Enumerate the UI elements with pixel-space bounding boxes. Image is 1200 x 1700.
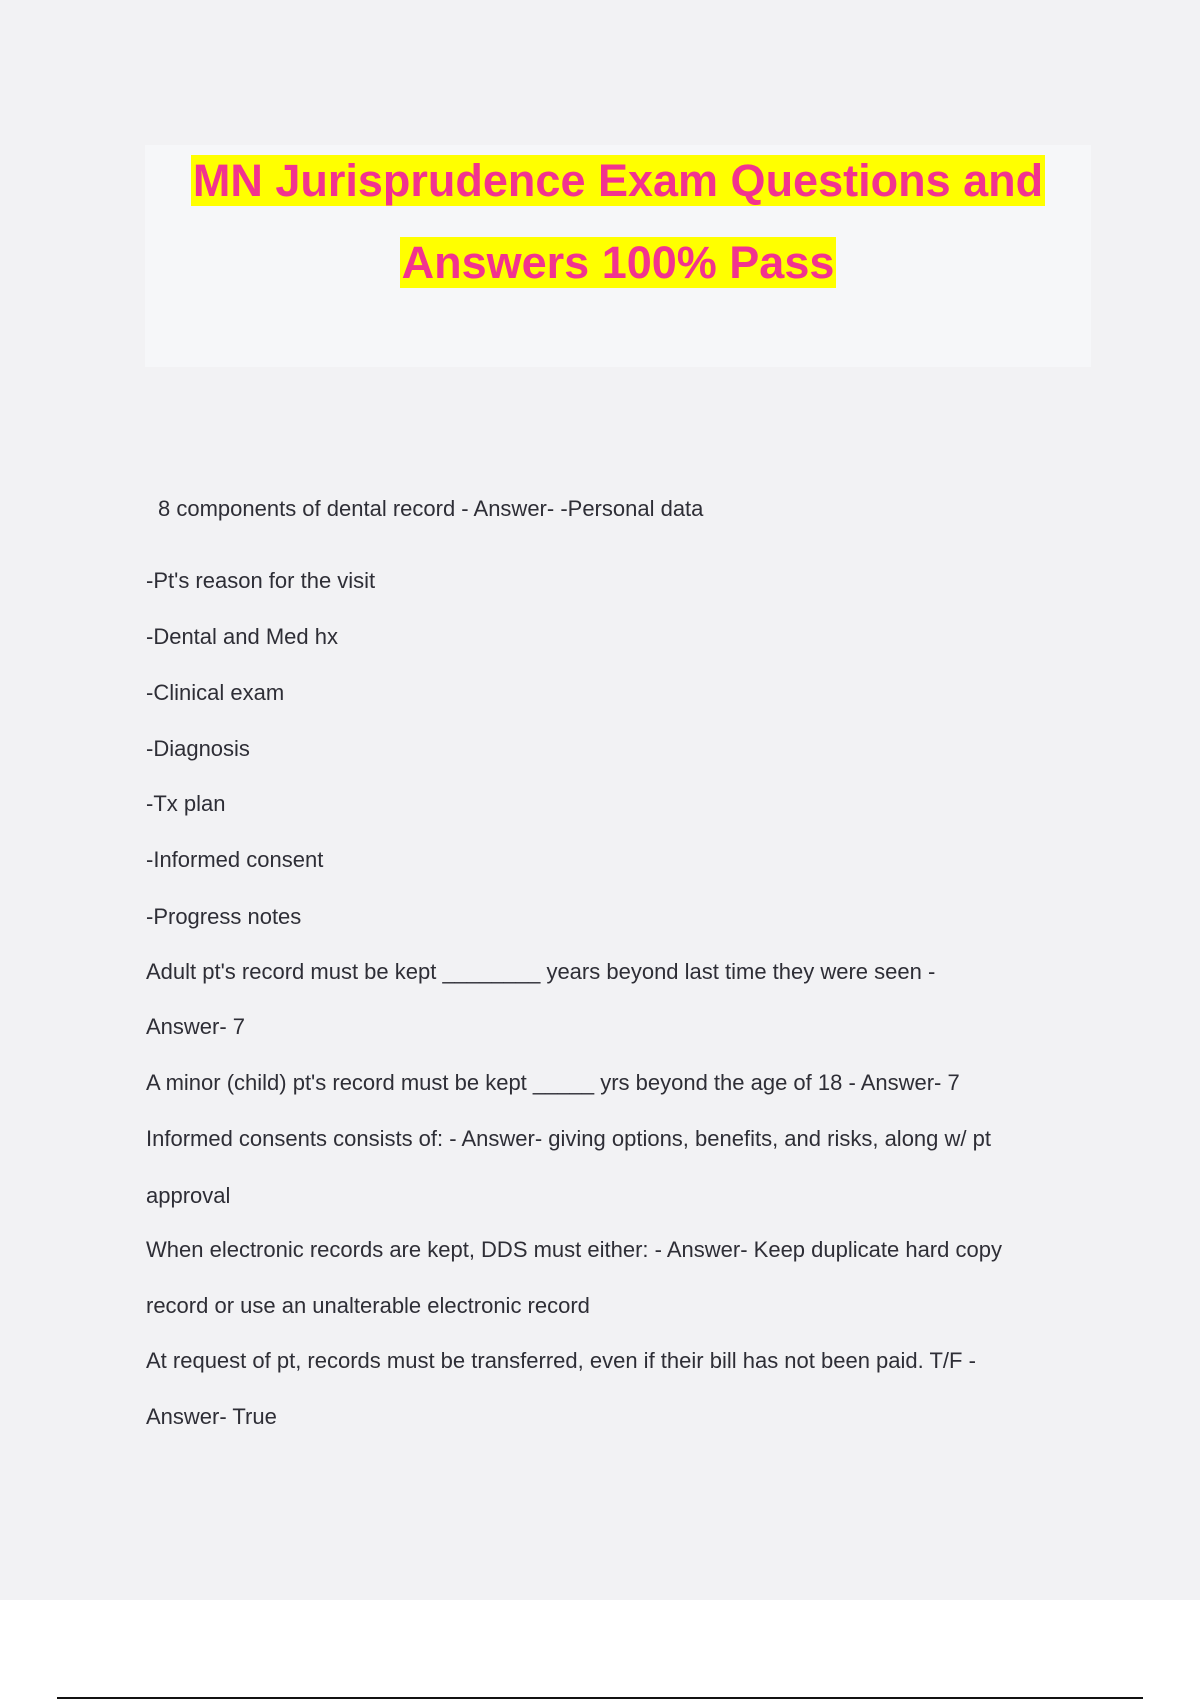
question-records-transfer: At request of pt, records must be transferred, even if their bill has not been paid. T/F - [146, 1348, 976, 1373]
question-informed-consent: Informed consents consists of: - Answer- giving options, benefits, and risks, along w/ pt [146, 1126, 991, 1151]
answer-line: -Clinical exam [146, 680, 285, 705]
answer-line: -Dental and Med hx [146, 624, 338, 649]
answer-line: approval [146, 1183, 231, 1208]
question-adult-record: Adult pt's record must be kept ________ years beyond last time they were seen - [146, 959, 936, 984]
question-electronic-records: When electronic records are kept, DDS must either: - Answer- Keep duplicate hard copy [146, 1237, 1002, 1262]
answer-line: Answer- True [146, 1404, 277, 1429]
answer-line: Answer- 7 [146, 1014, 246, 1039]
answer-line: -Informed consent [146, 847, 324, 872]
question-dental-record-components: 8 components of dental record - Answer- -Personal data [158, 496, 704, 521]
answer-line: -Progress notes [146, 904, 302, 929]
document-title [145, 140, 1091, 304]
answer-line: -Tx plan [146, 791, 226, 816]
title-line-1: MN Jurisprudence Exam Questions and [192, 155, 1044, 206]
footer-rule [57, 1697, 1143, 1699]
answer-line: record or use an unalterable electronic record [146, 1293, 590, 1318]
answer-line: -Pt's reason for the visit [146, 568, 376, 593]
question-minor-record: A minor (child) pt's record must be kept _____ yrs beyond the age of 18 - Answer- 7 [146, 1070, 960, 1095]
title-line-2: Answers 100% Pass [401, 237, 835, 288]
answer-line: -Diagnosis [146, 736, 250, 761]
